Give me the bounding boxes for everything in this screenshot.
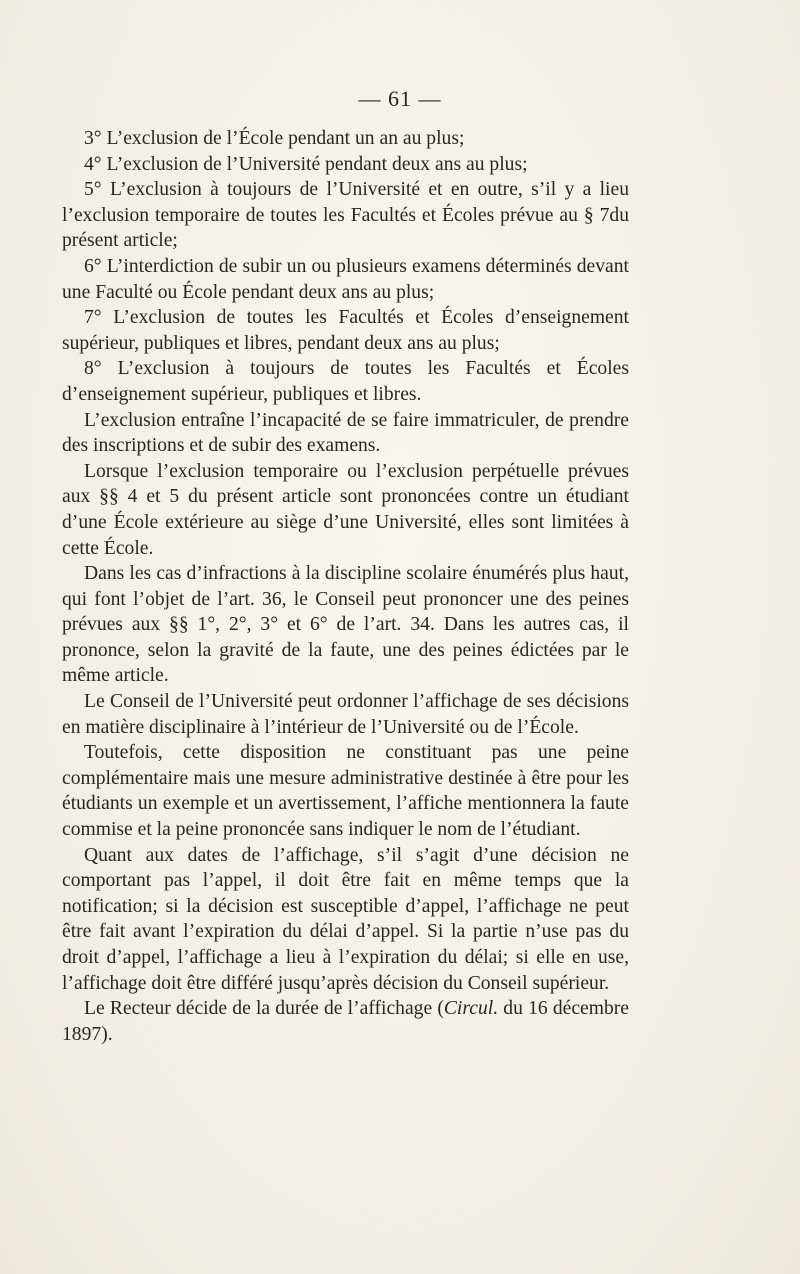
paragraph: 4° L’exclusion de l’Université pendant deux ans au plus; <box>84 153 528 175</box>
paragraph: Quant aux dates de l’affichage, s’il s’agit d’une décision ne comportant pas l’appel, il doit être fait en même temps que la notification; si la décision est susceptible d’appel, l’affichage ne peut être fait avant l’expiration du délai d’appel. Si la partie n’use pas du droit d’appel, l’affichage a lieu à l’expiration du délai; si elle en use, l’affichage doit être différé jusqu’après décision du Conseil supérieur. <box>62 844 629 994</box>
citation-abbrev: Circul. <box>443 998 499 1020</box>
paragraph: 8° L’exclusion à toujours de toutes les Facultés et Écoles d’enseignement supérieur, publiques et libres. <box>62 358 629 405</box>
paragraph: L’exclusion entraîne l’incapacité de se faire immatriculer, de prendre des inscriptions et de subir des examens. <box>62 409 629 457</box>
paragraph: 7° L’exclusion de toutes les Facultés et Écoles d’enseignement supérieur, publiques et libres, pendant deux ans au plus; <box>62 307 629 354</box>
last-paragraph <box>62 996 629 1047</box>
paragraph: 5° L’exclusion à toujours de l’Université et en outre, s’il y a lieu l’exclusion temporaire de toutes les Facultés et Écoles prévue au § 7du présent article; <box>62 179 629 252</box>
last-paragraph-end: du 16 décembre 1897). <box>62 998 629 1045</box>
page-number: — 61 — <box>358 86 442 111</box>
paragraph: Dans les cas d’infractions à la discipline scolaire énumérés plus haut, qui font l’objet de l’art. 36, le Conseil peut prononcer une des peines prévues aux §§ 1°, 2°, 3° et 6° de l’art. 34. Dans les autres cas, il prononce, selon la gravité de la faute, une des peines édictées par le même article. <box>62 563 629 687</box>
last-paragraph-start: Le Recteur décide de la durée de l’affichage ( <box>84 998 444 1020</box>
paragraph: Toutefois, cette disposition ne constituant pas une peine complémentaire mais une mesure administrative destinée à être pour les étudiants un exemple et un avertissement, l’affiche mentionnera la faute commise et la peine prononcée sans indiquer le nom de l’étudiant. <box>62 742 629 841</box>
paragraph: Le Conseil de l’Université peut ordonner l’affichage de ses décisions en matière disciplinaire à l’intérieur de l’Université ou de l’École. <box>62 691 629 738</box>
paragraph: 3° L’exclusion de l’École pendant un an au plus; <box>84 128 465 149</box>
paragraph: 6° L’interdiction de subir un ou plusieurs examens déterminés devant une Faculté ou École pendant deux ans au plus; <box>62 255 629 303</box>
paragraph: Lorsque l’exclusion temporaire ou l’exclusion perpétuelle prévues aux §§ 4 et 5 du présent article sont prononcées contre un étudiant d’une École extérieure au siège d’une Université, elles sont limitées à cette École. <box>62 460 629 559</box>
body-text <box>62 126 629 1047</box>
